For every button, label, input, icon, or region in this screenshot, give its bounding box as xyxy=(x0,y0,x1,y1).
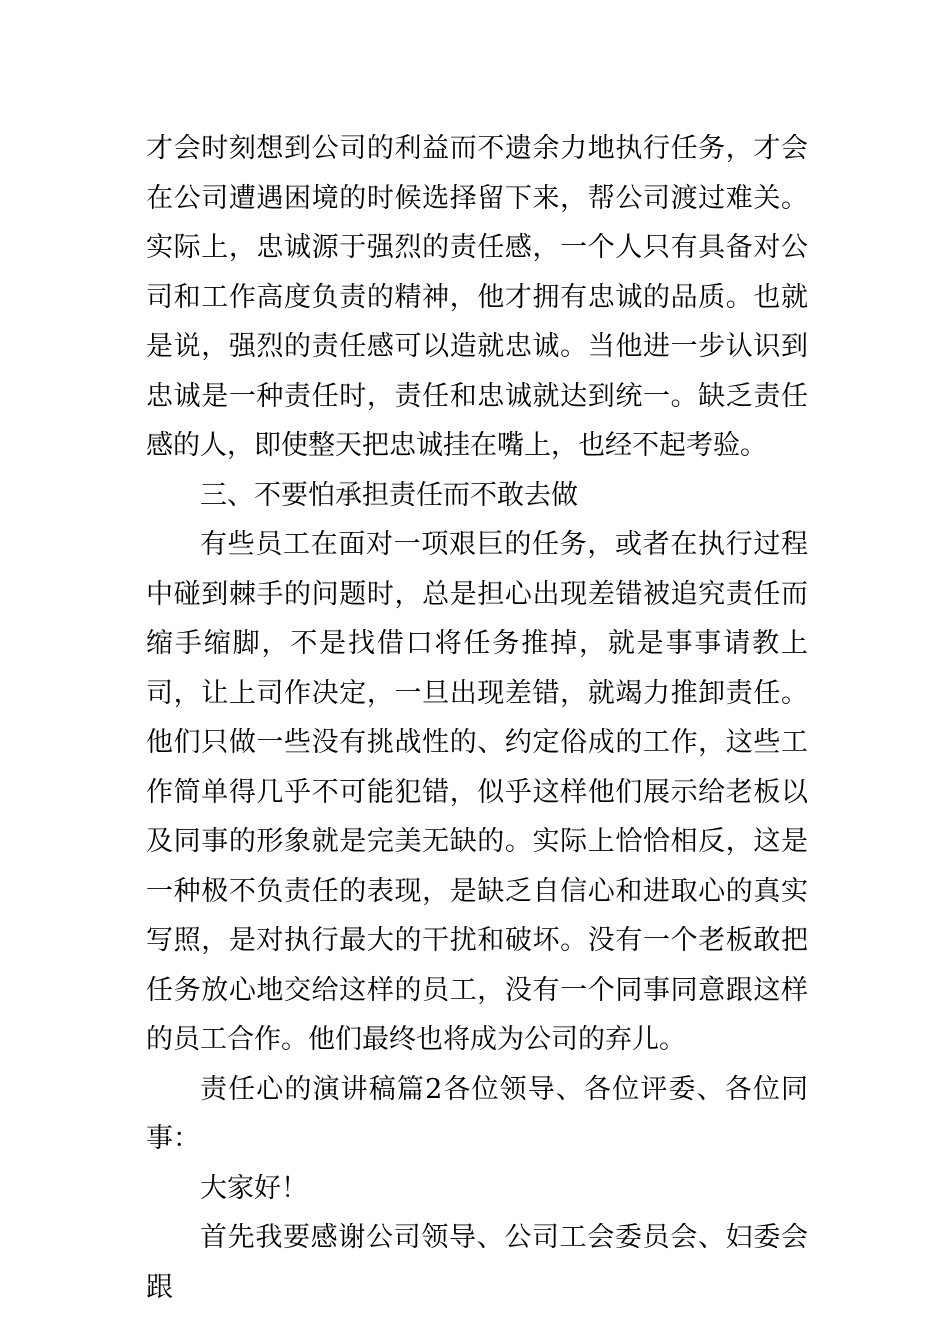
document-page xyxy=(146,124,808,1312)
paragraph-opening: 首先我要感谢公司领导、公司工会委员会、妇委会跟 xyxy=(146,1222,808,1303)
greeting-line: 大家好！ xyxy=(200,1172,308,1204)
paragraph-body: 有些员工在面对一项艰巨的任务，或者在执行过程中碰到棘手的问题时，总是担心出现差错被追究责任而缩手缩脚，不是找借口将任务推掉，就是事事请教上司，让上司作决定，一旦出现差错，就竭力推卸责任。他们只做一些没有挑战性的、约定俗成的工作，这些工作简单得几乎不可能犯错，似乎这样他们展示给老板以及同事的形象就是完美无缺的。实际上恰恰相反，这是一种极不负责任的表现，是缺乏自信心和进取心的真实写照，是对执行最大的干扰和破坏。没有一个老板敢把任务放心地交给这样的员工，没有一个同事同意跟这样的员工合作。他们最终也将成为公司的弃儿。 xyxy=(146,529,808,1055)
speech-title-line: 责任心的演讲稿篇2各位领导、各位评委、各位同事： xyxy=(146,1073,808,1154)
paragraph-continuation: 才会时刻想到公司的利益而不遗余力地执行任务，才会在公司遭遇困境的时候选择留下来，帮公司渡过难关。实际上，忠诚源于强烈的责任感，一个人只有具备对公司和工作高度负责的精神，他才拥有忠诚的品质。也就是说，强烈的责任感可以造就忠诚。当他进一步认识到忠诚是一种责任时，责任和忠诚就达到统一。缺乏责任感的人，即使整天把忠诚挂在嘴上，也经不起考验。 xyxy=(146,133,808,461)
section-heading: 三、不要怕承担责任而不敢去做 xyxy=(200,479,578,511)
